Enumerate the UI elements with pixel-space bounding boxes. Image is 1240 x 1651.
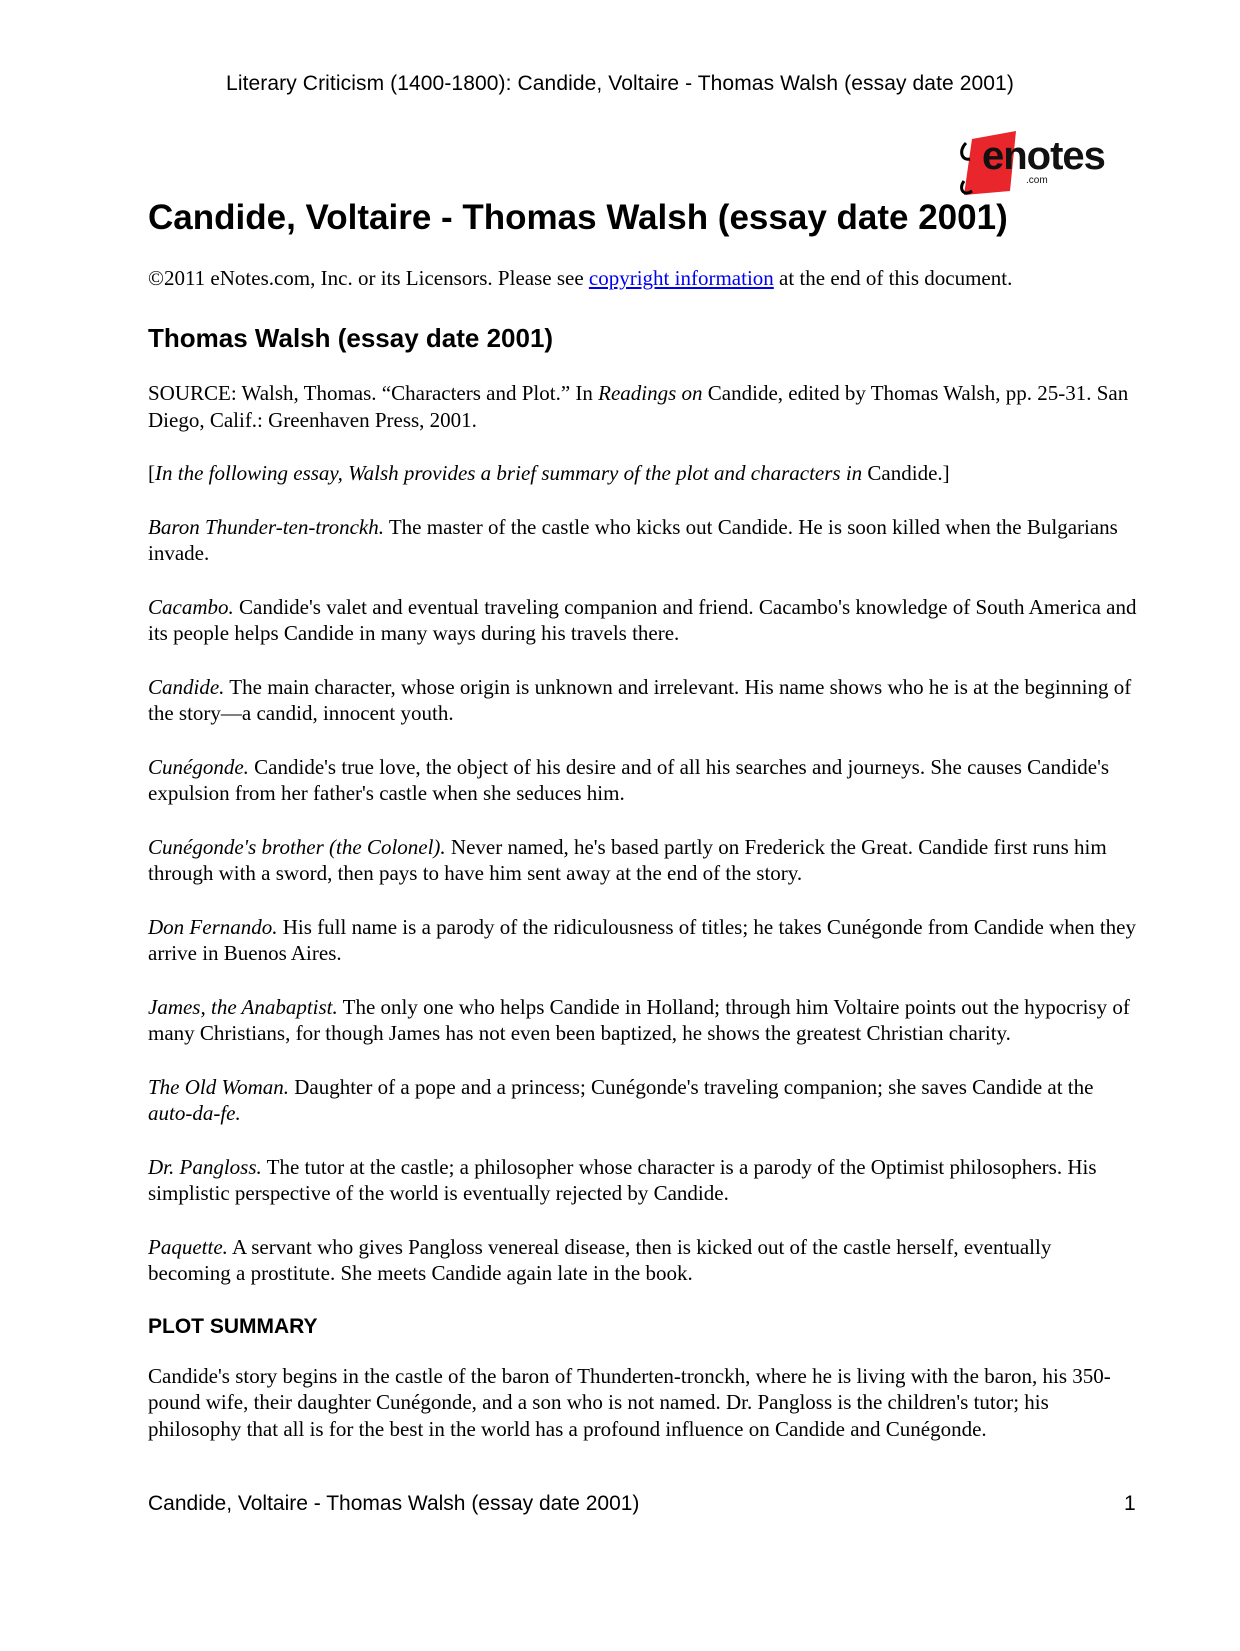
intro-italic: In the following essay, Walsh provides a brief summary of the plot and characters in bbox=[155, 461, 863, 485]
source-citation bbox=[148, 380, 1138, 433]
character-desc: Candide's valet and eventual traveling companion and friend. Cacambo's knowledge of South America and its people helps Candide in many ways during his travels there. bbox=[148, 594, 1137, 645]
character-desc: A servant who gives Pangloss venereal disease, then is kicked out of the castle herself, eventually becoming a prostitute. She meets Candide again late in the book. bbox=[148, 1234, 1052, 1285]
copyright-before: ©2011 eNotes.com, Inc. or its Licensors. Please see bbox=[148, 266, 589, 290]
character-name: Cunégonde's brother (the Colonel). bbox=[148, 834, 446, 859]
source-text: SOURCE: Walsh, Thomas. “Characters and Plot.” In bbox=[148, 381, 599, 405]
source-text-end: Candide, edited by Thomas Walsh, pp. 25-31. San Diego, Calif.: Greenhaven Press, 2001. bbox=[148, 381, 1129, 432]
enotes-logo[interactable] bbox=[958, 121, 1148, 201]
plot-summary-heading: PLOT SUMMARY bbox=[148, 1314, 318, 1338]
intro-close: Candide.] bbox=[862, 461, 950, 485]
character-name: Paquette. bbox=[148, 1234, 228, 1259]
character-entry bbox=[148, 1234, 1138, 1287]
section-title: Thomas Walsh (essay date 2001) bbox=[148, 323, 554, 353]
character-name: Baron Thunder-ten-tronckh. bbox=[148, 514, 384, 539]
page-number: 1 bbox=[1124, 1492, 1136, 1515]
character-entry bbox=[148, 914, 1138, 967]
character-entry bbox=[148, 594, 1138, 647]
character-name: Dr. Pangloss. bbox=[148, 1154, 262, 1179]
intro-bracket: [ bbox=[148, 461, 155, 485]
character-name: Don Fernando. bbox=[148, 914, 278, 939]
character-desc: The master of the castle who kicks out Candide. He is soon killed when the Bulgarians invade. bbox=[148, 514, 1118, 565]
document-title: Candide, Voltaire - Thomas Walsh (essay date 2001) bbox=[148, 198, 1008, 237]
character-entry bbox=[148, 994, 1138, 1047]
character-desc: Candide's true love, the object of his desire and of all his searches and journeys. She causes Candide's expulsion from her father's castle when she seduces him. bbox=[148, 754, 1110, 805]
character-entry bbox=[148, 1154, 1138, 1207]
character-entry bbox=[148, 514, 1138, 567]
running-header: Literary Criticism (1400-1800): Candide, Voltaire - Thomas Walsh (essay date 2001) bbox=[226, 72, 1014, 95]
source-italic: Readings on bbox=[598, 381, 703, 405]
copyright-notice bbox=[148, 264, 1138, 292]
character-desc: Never named, he's based partly on Frederick the Great. Candide first runs him through with a sword, then pays to have him sent away at the end of the story. bbox=[148, 834, 1107, 885]
character-desc-italic: auto-da-fe. bbox=[148, 1101, 241, 1125]
character-name: James, the Anabaptist. bbox=[148, 994, 338, 1019]
logo-brand-text: enotes bbox=[982, 134, 1105, 178]
footer-title: Candide, Voltaire - Thomas Walsh (essay date 2001) bbox=[148, 1492, 640, 1515]
character-name: Cacambo. bbox=[148, 594, 234, 619]
logo-sub-text: .com bbox=[1026, 175, 1048, 186]
character-desc: The only one who helps Candide in Holland; through him Voltaire points out the hypocrisy of many Christians, for though James has not even been baptized, he shows the greatest Christian charity. bbox=[148, 994, 1130, 1045]
intro-note bbox=[148, 460, 1138, 487]
character-entry bbox=[148, 754, 1138, 807]
character-entry bbox=[148, 674, 1138, 727]
character-desc: His full name is a parody of the ridiculousness of titles; he takes Cunégonde from Candide when they arrive in Buenos Aires. bbox=[148, 914, 1136, 965]
copyright-link[interactable]: copyright information bbox=[588, 266, 774, 290]
character-entry bbox=[148, 1074, 1138, 1127]
character-name: Candide. bbox=[148, 674, 225, 699]
character-name: The Old Woman. bbox=[148, 1074, 289, 1099]
character-desc: Daughter of a pope and a princess; Cunégonde's traveling companion; she saves Candide at the bbox=[288, 1074, 1094, 1099]
copyright-after: at the end of this document. bbox=[773, 266, 1013, 290]
character-desc: The main character, whose origin is unknown and irrelevant. His name shows who he is at the beginning of the story—a candid, innocent youth. bbox=[148, 674, 1132, 725]
character-desc: The tutor at the castle; a philosopher whose character is a parody of the Optimist philosophers. His simplistic perspective of the world is eventually rejected by Candide. bbox=[148, 1154, 1097, 1205]
character-entry bbox=[148, 834, 1138, 887]
document-body bbox=[148, 192, 1138, 1442]
plot-summary-text: Candide's story begins in the castle of the baron of Thunderten-tronckh, where he is living with the baron, his 350-pound wife, their daughter Cunégonde, and a son who is not named. Dr. Pangloss is the children's tutor; his philosophy that all is for the best in the world has a profound influence on Candide and Cunégonde. bbox=[148, 1363, 1111, 1441]
character-name: Cunégonde. bbox=[148, 754, 249, 779]
